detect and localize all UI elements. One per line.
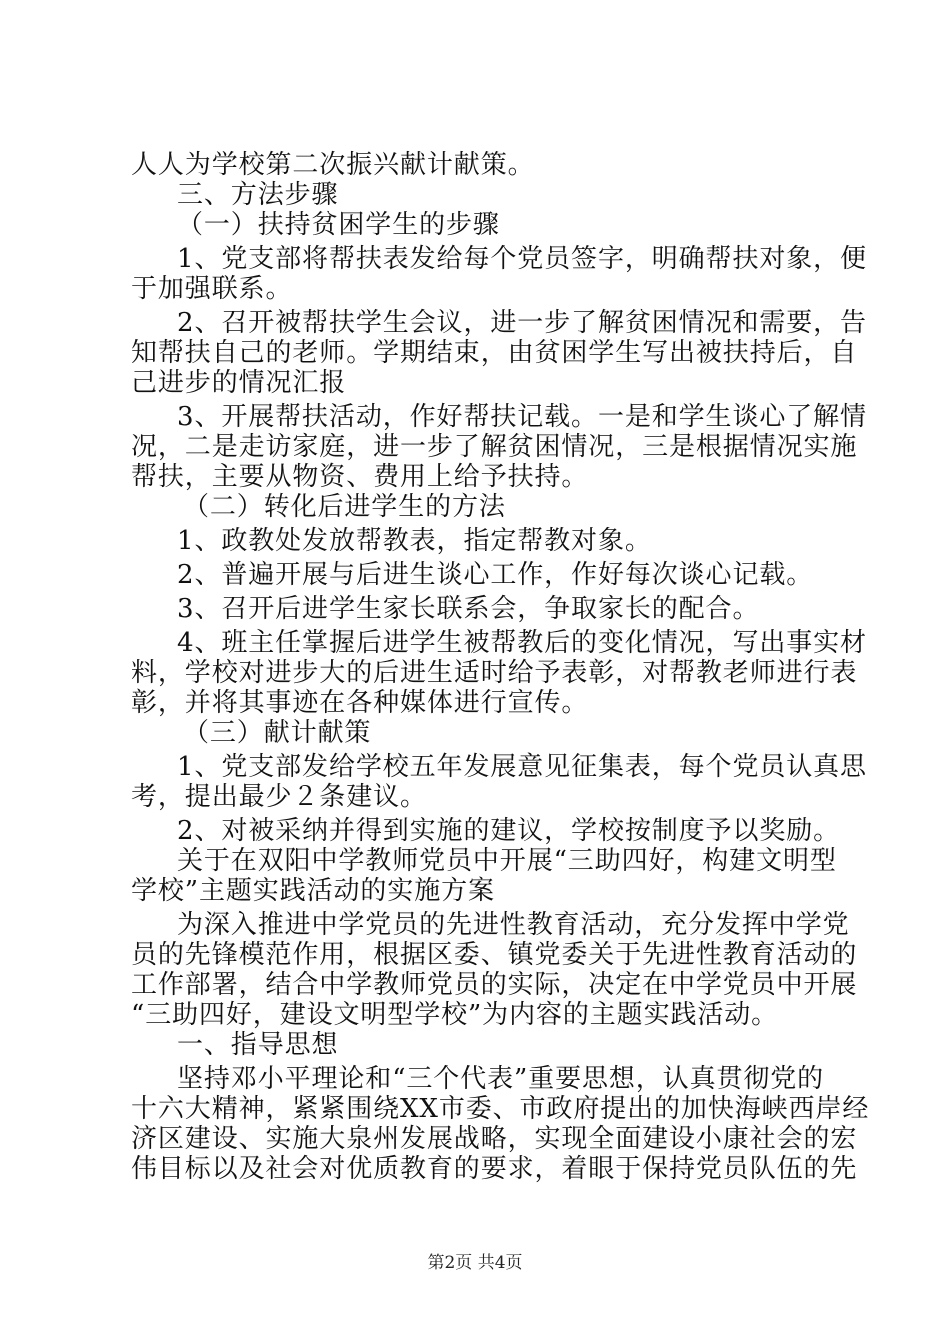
text-line: “三助四好，建设文明型学校”为内容的主题实践活动。 bbox=[131, 1000, 779, 1030]
subsection-heading: （二）转化后进学生的方法 bbox=[183, 492, 506, 522]
section-heading: 一、指导思想 bbox=[177, 1030, 339, 1060]
subsection-heading: （三）献计献策 bbox=[183, 718, 372, 748]
text-line: 彰，并将其事迹在各种媒体进行宣传。 bbox=[131, 688, 589, 718]
text-line: 坚持邓小平理论和“三个代表”重要思想，认真贯彻党的 bbox=[177, 1064, 825, 1094]
document-body bbox=[131, 150, 870, 1184]
text-line: 为深入推进中学党员的先进性教育活动，充分发挥中学党 bbox=[177, 910, 850, 940]
text-line: 3、召开后进学生家长联系会，争取家长的配合。 bbox=[177, 594, 760, 624]
text-line: 1、党支部将帮扶表发给每个党员签字，明确帮扶对象，便 bbox=[177, 244, 867, 274]
text-line: 3、开展帮扶活动，作好帮扶记载。一是和学生谈心了解情 bbox=[177, 402, 867, 432]
text-line: 2、对被采纳并得到实施的建议，学校按制度予以奖励。 bbox=[177, 816, 841, 846]
text-line: 帮扶，主要从物资、费用上给予扶持。 bbox=[131, 462, 589, 492]
text-line: 2、召开被帮扶学生会议，进一步了解贫困情况和需要，告 bbox=[177, 308, 867, 338]
text-line: 工作部署，结合中学教师党员的实际，决定在中学党员中开展 bbox=[131, 970, 858, 1000]
text-line: 况，二是走访家庭，进一步了解贫困情况，三是根据情况实施 bbox=[131, 432, 858, 462]
text-line: 1、政教处发放帮教表，指定帮教对象。 bbox=[177, 526, 652, 556]
subsection-heading: （一）扶持贫困学生的步骤 bbox=[177, 210, 500, 240]
text-line: 十六大精神，紧紧围绕XX市委、市政府提出的加快海峡西岸经 bbox=[131, 1094, 870, 1124]
text-line: 济区建设、实施大泉州发展战略，实现全面建设小康社会的宏 bbox=[131, 1124, 858, 1154]
text-line: 2、普遍开展与后进生谈心工作，作好每次谈心记载。 bbox=[177, 560, 814, 590]
document-title: 关于在双阳中学教师党员中开展“三助四好，构建文明型 bbox=[177, 846, 837, 876]
text-line: 知帮扶自己的老师。学期结束，由贫困学生写出被扶持后，自 bbox=[131, 338, 858, 368]
text-line: 于加强联系。 bbox=[131, 274, 293, 304]
text-line: 人人为学校第二次振兴献计献策。 bbox=[131, 150, 535, 180]
text-line: 己进步的情况汇报 bbox=[131, 368, 347, 398]
text-line: 料，学校对进步大的后进生适时给予表彰，对帮教老师进行表 bbox=[131, 658, 858, 688]
text-line: 伟目标以及社会对优质教育的要求，着眼于保持党员队伍的先 bbox=[131, 1154, 858, 1184]
document-title: 学校”主题实践活动的实施方案 bbox=[131, 876, 495, 906]
text-line: 考，提出最少２条建议。 bbox=[131, 782, 427, 812]
text-line: 4、班主任掌握后进学生被帮教后的变化情况，写出事实材 bbox=[177, 628, 867, 658]
text-line: 1、党支部发给学校五年发展意见征集表，每个党员认真思 bbox=[177, 752, 867, 782]
section-heading: 三、方法步骤 bbox=[177, 180, 339, 210]
page-number-footer: 第2页 共4页 bbox=[427, 1253, 523, 1273]
text-line: 员的先锋模范作用，根据区委、镇党委关于先进性教育活动的 bbox=[131, 940, 858, 970]
